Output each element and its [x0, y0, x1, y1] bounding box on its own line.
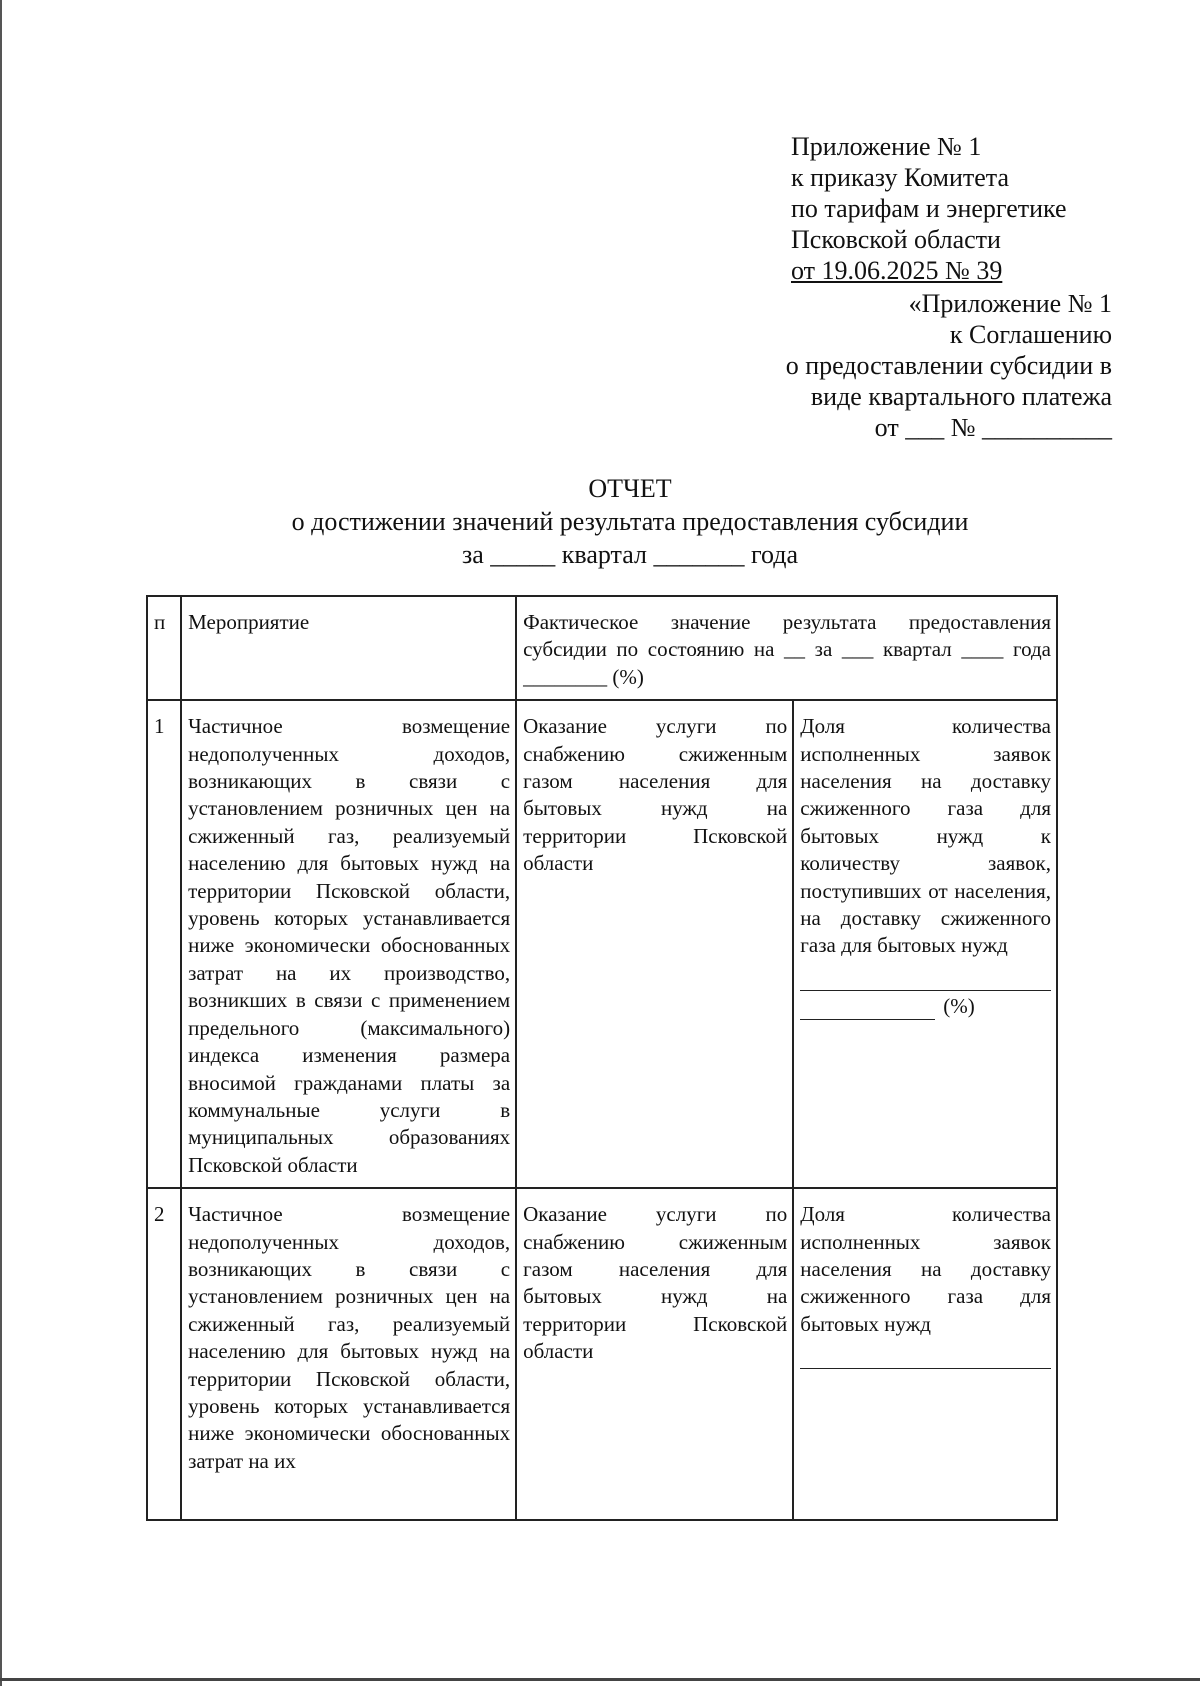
header-number: п [147, 596, 181, 700]
report-title: ОТЧЕТ [588, 474, 672, 503]
row-number: 1 [147, 700, 181, 1188]
appendix-agreement-line: виде квартального платежа [810, 382, 1112, 411]
appendix-agreement-line: о предоставлении субсидии в [785, 351, 1112, 380]
scan-edge-bottom [0, 1678, 1200, 1681]
report-table [146, 595, 1058, 1521]
header-event: Мероприятие [181, 596, 516, 700]
appendix-agreement-line: к Соглашению [949, 320, 1112, 349]
table-row [147, 1188, 1057, 1520]
percent-line [800, 993, 1051, 1020]
scan-edge-left [0, 0, 2, 1686]
fill-in-blank [800, 995, 935, 1020]
row-indicator-cell [793, 1188, 1057, 1520]
row-indicator: Доля количества исполненных заявок населения на доставку сжиженного газа для бытовых нужд к количеству заявок, поступивших от населения, на доставку сжиженного газа для бытовых нужд [800, 714, 1051, 958]
row-number: 2 [147, 1188, 181, 1520]
appendix-agreement-line: «Приложение № 1 [908, 289, 1112, 318]
header-fact-value: Фактическое значение результата предоставления субсидии по состоянию на __ за ___ квартал ____ года ________ (%) [516, 596, 1057, 700]
percent-label: (%) [943, 993, 975, 1018]
row-result: Оказание услуги по снабжению сжиженным газом населения для бытовых нужд на территории Псковской области [516, 700, 793, 1188]
appendix-order-line: Псковской области [791, 225, 1001, 254]
appendix-agreement-block [786, 288, 1112, 443]
appendix-agreement-line: от ___ № __________ [874, 413, 1112, 442]
appendix-order-line: по тарифам и энергетике [791, 194, 1067, 223]
fill-in-blank [800, 964, 1051, 991]
row-result: Оказание услуги по снабжению сжиженным газом населения для бытовых нужд на территории Псковской области [516, 1188, 793, 1520]
table-header-row [147, 596, 1057, 700]
report-period: за _____ квартал _______ года [461, 540, 799, 569]
row-indicator: Доля количества исполненных заявок населения на доставку сжиженного газа для бытовых нужд [800, 1202, 1051, 1336]
fill-in-blank [800, 1342, 1051, 1369]
row-event: Частичное возмещение недополученных доходов, возникающих в связи с установлением розничных цен на сжиженный газ, реализуемый населению для бытовых нужд на территории Псковской области, уровень которых устанавливается ниже экономически обоснованных затрат на их производство, возникших в связи с применением предельного (максимального) индекса изменения размера вносимой гражданами платы за коммунальные услуги в муниципальных образованиях Псковской области [181, 700, 516, 1188]
appendix-order-block [791, 131, 1067, 286]
appendix-order-line: Приложение № 1 [791, 132, 982, 161]
report-subtitle: о достижении значений результата предоставления субсидии [291, 507, 969, 536]
row-indicator-cell [793, 700, 1057, 1188]
appendix-order-date: от 19.06.2025 № 39 [791, 256, 1003, 285]
row-event: Частичное возмещение недополученных доходов, возникающих в связи с установлением розничных цен на сжиженный газ, реализуемый населению для бытовых нужд на территории Псковской области, уровень которых устанавливается ниже экономически обоснованных затрат на их [181, 1188, 516, 1520]
table-row [147, 700, 1057, 1188]
appendix-order-line: к приказу Комитета [791, 163, 1010, 192]
